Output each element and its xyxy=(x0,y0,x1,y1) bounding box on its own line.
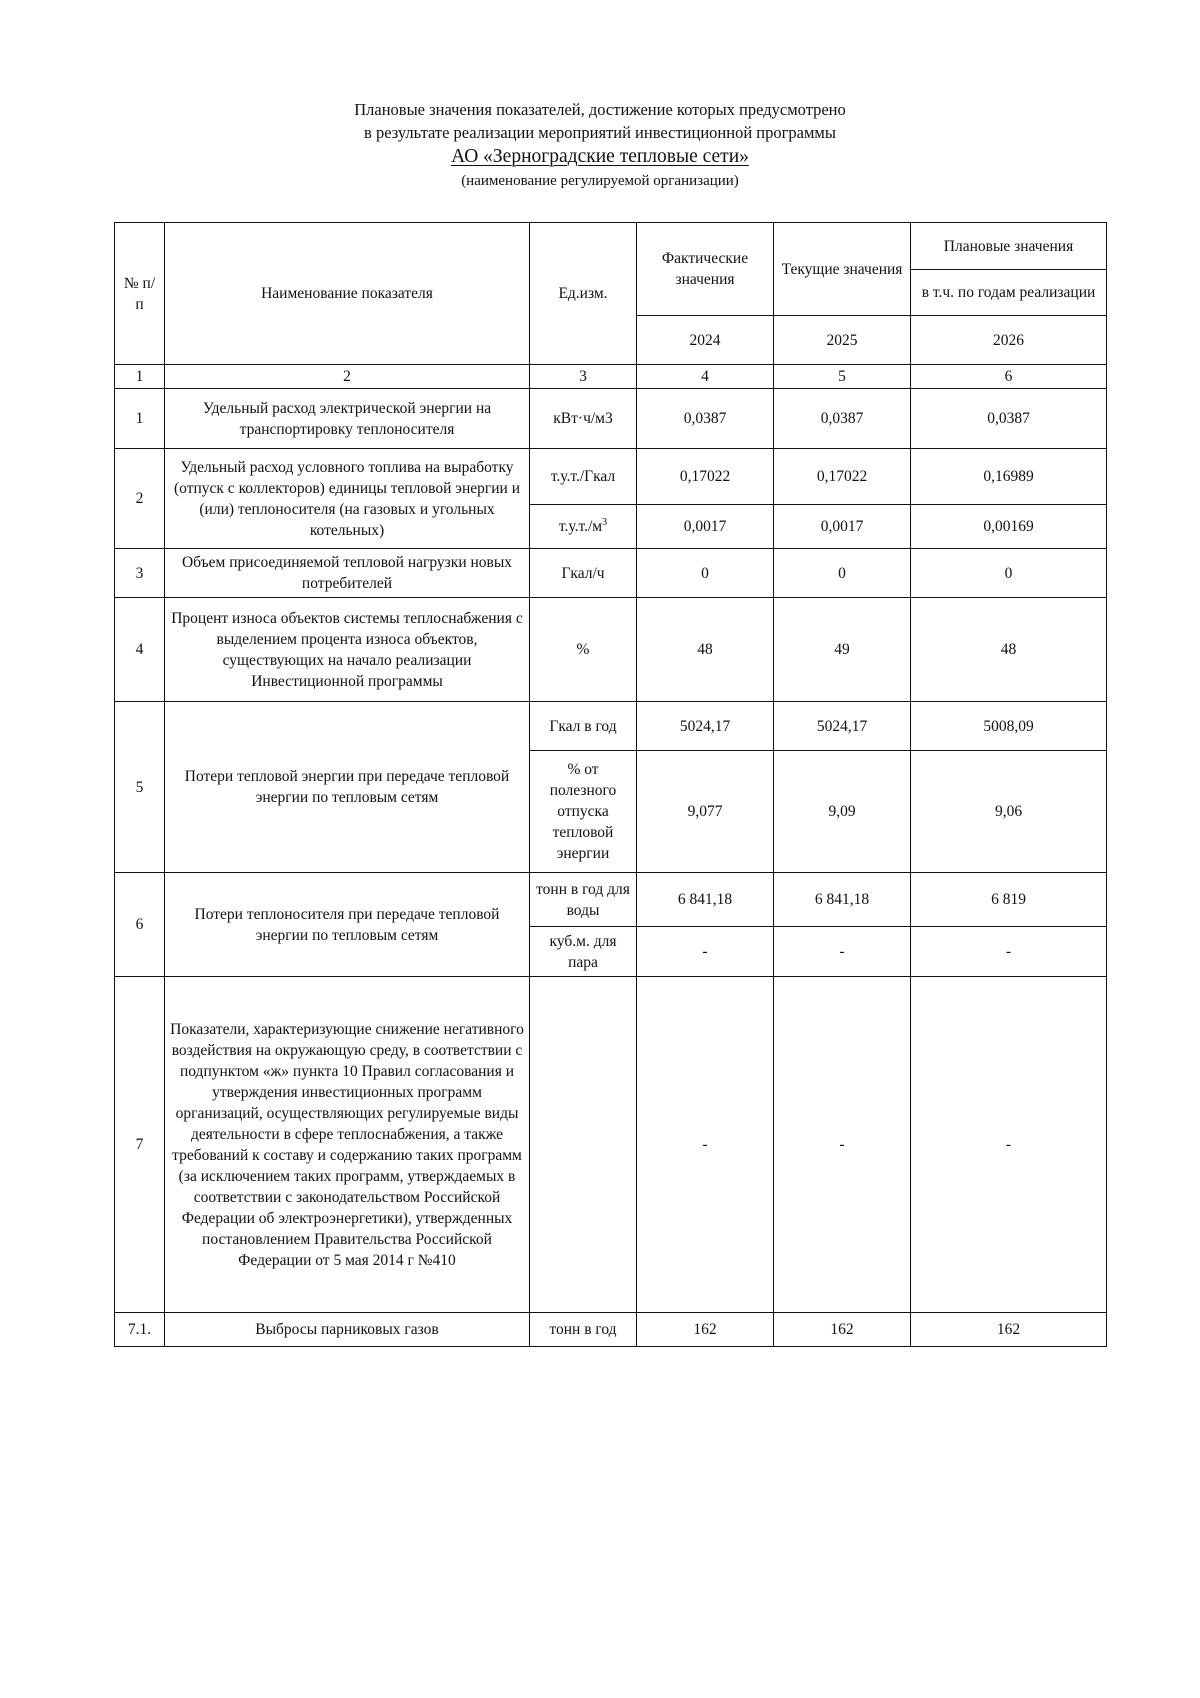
indicators-table xyxy=(114,222,1107,1347)
table-row xyxy=(115,389,1107,449)
head-year-fact: 2024 xyxy=(637,316,774,365)
column-number: 6 xyxy=(911,365,1107,389)
indicator-name: Потери тепловой энергии при передаче тепловой энергии по тепловым сетям xyxy=(165,702,530,873)
value-2024: 162 xyxy=(637,1313,774,1347)
value-2024: 0,0387 xyxy=(637,389,774,449)
unit: % xyxy=(530,598,637,702)
value-2024: 0 xyxy=(637,549,774,598)
row-number: 5 xyxy=(115,702,165,873)
value-2025: 49 xyxy=(774,598,911,702)
head-num: № п/п xyxy=(115,223,165,365)
unit: % от полезного отпуска тепловой энергии xyxy=(530,751,637,873)
unit xyxy=(530,977,637,1313)
value-2026: 0,16989 xyxy=(911,449,1107,505)
value-2025: - xyxy=(774,927,911,977)
table-row xyxy=(115,702,1107,751)
indicator-name: Удельный расход электрической энергии на транспортировку теплоносителя xyxy=(165,389,530,449)
table-head-row xyxy=(115,223,1107,270)
value-2025: 9,09 xyxy=(774,751,911,873)
unit: тонн в год xyxy=(530,1313,637,1347)
value-2024: 0,0017 xyxy=(637,505,774,549)
table-row xyxy=(115,549,1107,598)
row-number: 2 xyxy=(115,449,165,549)
table-row xyxy=(115,449,1107,505)
value-2024: - xyxy=(637,927,774,977)
value-2026: 162 xyxy=(911,1313,1107,1347)
value-2026: 5008,09 xyxy=(911,702,1107,751)
value-2026: 48 xyxy=(911,598,1107,702)
value-2026: 0 xyxy=(911,549,1107,598)
value-2026: 9,06 xyxy=(911,751,1107,873)
document-header xyxy=(0,98,1200,192)
indicator-name: Выбросы парниковых газов xyxy=(165,1313,530,1347)
unit xyxy=(530,505,637,549)
value-2026: 6 819 xyxy=(911,873,1107,927)
table-row xyxy=(115,977,1107,1313)
value-2025: 0,0017 xyxy=(774,505,911,549)
value-2024: - xyxy=(637,977,774,1313)
unit-superscript: 3 xyxy=(602,516,608,528)
table-row xyxy=(115,873,1107,927)
value-2026: 0,00169 xyxy=(911,505,1107,549)
value-2025: 0 xyxy=(774,549,911,598)
value-2024: 5024,17 xyxy=(637,702,774,751)
table-row xyxy=(115,598,1107,702)
value-2025: 162 xyxy=(774,1313,911,1347)
row-number: 7.1. xyxy=(115,1313,165,1347)
indicator-name: Объем присоединяемой тепловой нагрузки новых потребителей xyxy=(165,549,530,598)
column-number: 2 xyxy=(165,365,530,389)
column-number-row xyxy=(115,365,1107,389)
row-number: 3 xyxy=(115,549,165,598)
indicator-name: Процент износа объектов системы теплоснабжения с выделением процента износа объектов, существующих на начало реализации Инвестиционной программы xyxy=(165,598,530,702)
head-plan: Плановые значения xyxy=(911,223,1107,270)
value-2024: 9,077 xyxy=(637,751,774,873)
row-number: 1 xyxy=(115,389,165,449)
row-number: 6 xyxy=(115,873,165,977)
column-number: 5 xyxy=(774,365,911,389)
column-number: 1 xyxy=(115,365,165,389)
head-name: Наименование показателя xyxy=(165,223,530,365)
row-number: 7 xyxy=(115,977,165,1313)
unit: т.у.т./Гкал xyxy=(530,449,637,505)
value-2025: 6 841,18 xyxy=(774,873,911,927)
value-2026: - xyxy=(911,977,1107,1313)
column-number: 3 xyxy=(530,365,637,389)
head-plan-sub: в т.ч. по годам реализации xyxy=(911,270,1107,316)
head-year-plan: 2026 xyxy=(911,316,1107,365)
value-2026: 0,0387 xyxy=(911,389,1107,449)
column-number: 4 xyxy=(637,365,774,389)
table-row xyxy=(115,1313,1107,1347)
row-number: 4 xyxy=(115,598,165,702)
indicator-name: Удельный расход условного топлива на выработку (отпуск с коллекторов) единицы тепловой энергии и (или) теплоносителя (на газовых и угольных котельных) xyxy=(165,449,530,549)
value-2025: 5024,17 xyxy=(774,702,911,751)
head-current: Текущие значения xyxy=(774,223,911,316)
value-2025: - xyxy=(774,977,911,1313)
value-2024: 6 841,18 xyxy=(637,873,774,927)
unit: кВт·ч/м3 xyxy=(530,389,637,449)
indicator-name: Потери теплоносителя при передаче тепловой энергии по тепловым сетям xyxy=(165,873,530,977)
organization-name: АО «Зерноградские тепловые сети» xyxy=(451,146,749,167)
unit: Гкал/ч xyxy=(530,549,637,598)
unit: Гкал в год xyxy=(530,702,637,751)
value-2026: - xyxy=(911,927,1107,977)
value-2025: 0,0387 xyxy=(774,389,911,449)
head-year-current: 2025 xyxy=(774,316,911,365)
value-2025: 0,17022 xyxy=(774,449,911,505)
value-2024: 0,17022 xyxy=(637,449,774,505)
unit: тонн в год для воды xyxy=(530,873,637,927)
unit: куб.м. для пара xyxy=(530,927,637,977)
head-fact: Фактические значения xyxy=(637,223,774,316)
header-title-line-1: Плановые значения показателей, достижение которых предусмотрено xyxy=(354,100,846,119)
header-title-line-2: в результате реализации мероприятий инвестиционной программы xyxy=(364,123,836,142)
indicator-name: Показатели, характеризующие снижение негативного воздействия на окружающую среду, в соответствии с подпунктом «ж» пункта 10 Правил согласования и утверждения инвестиционных программ организаций, осуществляющих регулируемые виды деятельности в сфере теплоснабжения, а также требований к составу и содержанию таких программ (за исключением таких программ, утверждаемых в соответствии с законодательством Российской Федерации об электроэнергетики), утвержденных постановлением Правительства Российской Федерации от 5 мая 2014 г №410 xyxy=(165,977,530,1313)
head-unit: Ед.изм. xyxy=(530,223,637,365)
unit-text: т.у.т./м xyxy=(558,518,603,535)
value-2024: 48 xyxy=(637,598,774,702)
organization-note: (наименование регулируемой организации) xyxy=(461,173,739,189)
